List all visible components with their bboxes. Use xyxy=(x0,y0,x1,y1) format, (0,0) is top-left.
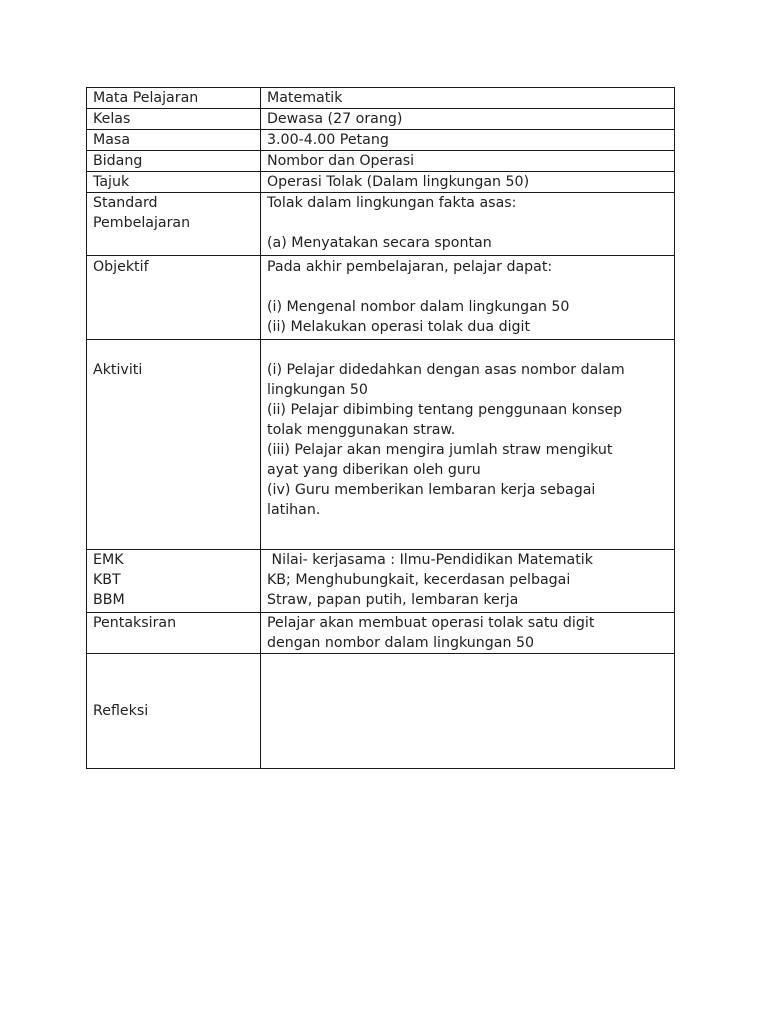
table-row-subject xyxy=(87,88,675,109)
table-row-time xyxy=(87,130,675,151)
label-standard xyxy=(87,193,261,256)
value-standard xyxy=(261,193,675,256)
activity-label: Aktiviti xyxy=(93,362,143,378)
label-bbm: BBM xyxy=(93,592,125,608)
label-emk: EMK xyxy=(93,552,124,568)
value-topic: Operasi Tolak (Dalam lingkungan 50) xyxy=(261,172,675,193)
label-standard-line1: Standard xyxy=(93,195,158,211)
value-emk: Nilai- kerjasama : Ilmu-Pendidikan Matematik xyxy=(267,552,593,568)
label-extras xyxy=(87,550,261,613)
table-row-objective xyxy=(87,256,675,340)
value-field: Nombor dan Operasi xyxy=(261,151,675,172)
value-subject: Matematik xyxy=(261,88,675,109)
label-topic: Tajuk xyxy=(87,172,261,193)
standard-intro: Tolak dalam lingkungan fakta asas: xyxy=(267,195,517,211)
table-row-extras xyxy=(87,550,675,613)
objective-item-1: (i) Mengenal nombor dalam lingkungan 50 xyxy=(267,299,570,315)
activity-line: lingkungan 50 xyxy=(267,382,368,398)
label-field: Bidang xyxy=(87,151,261,172)
label-activity xyxy=(87,340,261,550)
table-row-standard xyxy=(87,193,675,256)
table-row-assessment xyxy=(87,613,675,654)
table-row-activity xyxy=(87,340,675,550)
label-standard-line2: Pembelajaran xyxy=(93,215,191,231)
value-activity xyxy=(261,340,675,550)
standard-item-a: (a) Menyatakan secara spontan xyxy=(267,235,492,251)
table-row-class xyxy=(87,109,675,130)
value-reflection xyxy=(261,654,675,769)
table-row-field xyxy=(87,151,675,172)
activity-line: latihan. xyxy=(267,502,321,518)
activity-line: (iv) Guru memberikan lembaran kerja sebagai xyxy=(267,482,596,498)
label-subject: Mata Pelajaran xyxy=(87,88,261,109)
activity-line: (iii) Pelajar akan mengira jumlah straw mengikut xyxy=(267,442,613,458)
value-bbm: Straw, papan putih, lembaran kerja xyxy=(267,592,519,608)
value-extras xyxy=(261,550,675,613)
label-class: Kelas xyxy=(87,109,261,130)
assessment-line2: dengan nombor dalam lingkungan 50 xyxy=(267,635,535,651)
activity-line: (i) Pelajar didedahkan dengan asas nombor dalam xyxy=(267,362,625,378)
assessment-line1: Pelajar akan membuat operasi tolak satu digit xyxy=(267,615,595,631)
label-reflection: Refleksi xyxy=(87,654,261,769)
label-time: Masa xyxy=(87,130,261,151)
value-class: Dewasa (27 orang) xyxy=(261,109,675,130)
lesson-plan-table xyxy=(86,87,675,769)
activity-line: ayat yang diberikan oleh guru xyxy=(267,462,481,478)
label-assessment: Pentaksiran xyxy=(87,613,261,654)
table-row-reflection xyxy=(87,654,675,769)
value-time: 3.00-4.00 Petang xyxy=(261,130,675,151)
value-objective xyxy=(261,256,675,340)
value-assessment xyxy=(261,613,675,654)
objective-intro: Pada akhir pembelajaran, pelajar dapat: xyxy=(267,259,553,275)
label-kbt: KBT xyxy=(93,572,121,588)
value-kbt: KB; Menghubungkait, kecerdasan pelbagai xyxy=(267,572,571,588)
activity-line: (ii) Pelajar dibimbing tentang penggunaan konsep xyxy=(267,402,623,418)
label-objective: Objektif xyxy=(87,256,261,340)
table-row-topic xyxy=(87,172,675,193)
activity-line: tolak menggunakan straw. xyxy=(267,422,456,438)
objective-item-2: (ii) Melakukan operasi tolak dua digit xyxy=(267,319,531,335)
